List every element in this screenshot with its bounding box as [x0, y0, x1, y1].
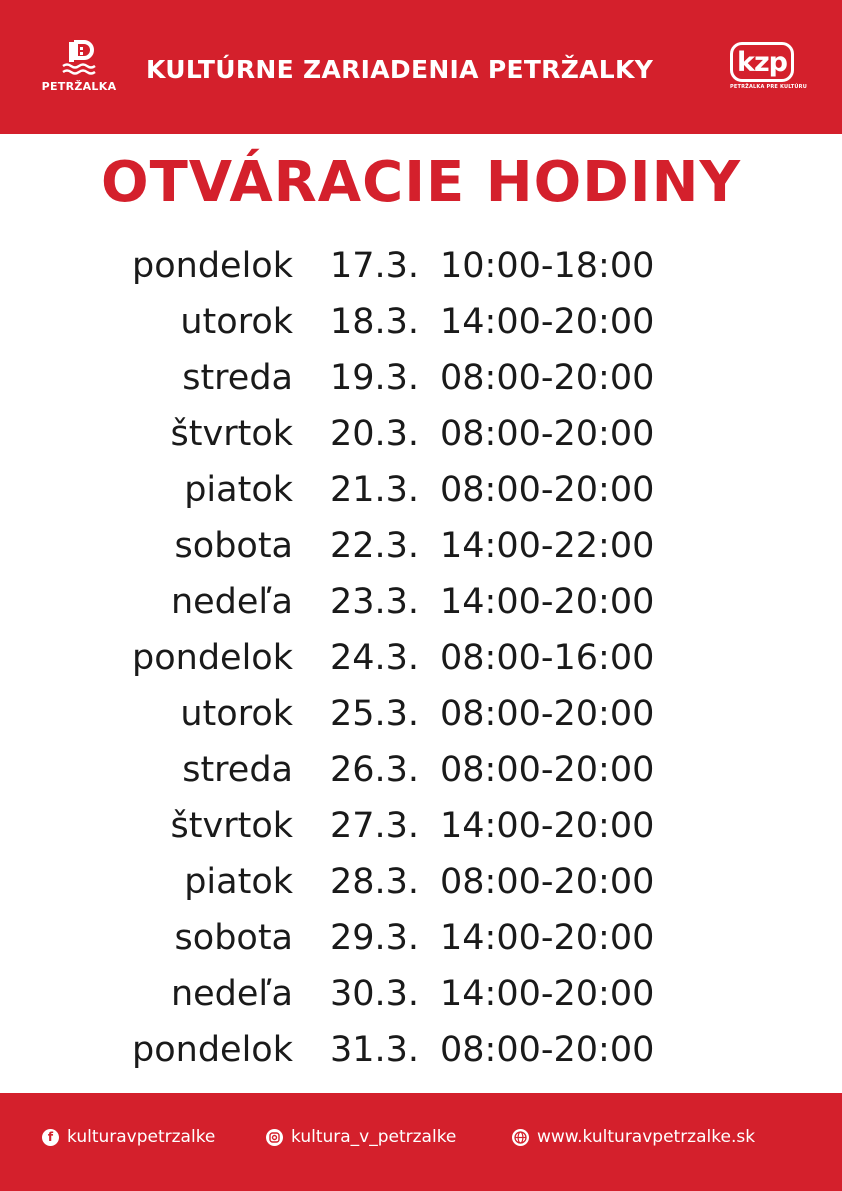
date-label: 24.3.: [330, 638, 420, 678]
page-title: OTVÁRACIE HODINY: [100, 150, 742, 215]
kzp-logo-subtitle: PETRŽALKA PRE KULTÚRU: [730, 84, 807, 90]
hours-label: 14:00-20:00: [440, 582, 655, 622]
day-label: piatok: [184, 470, 293, 510]
schedule-row: [0, 574, 842, 630]
schedule-row: [0, 854, 842, 910]
hours-label: 08:00-16:00: [440, 638, 655, 678]
date-label: 27.3.: [330, 806, 420, 846]
kzp-logo: [730, 42, 807, 102]
instagram-icon: [266, 1129, 283, 1146]
globe-icon: [512, 1129, 529, 1146]
website-label: www.kulturavpetrzalke.sk: [537, 1127, 756, 1147]
date-label: 30.3.: [330, 974, 420, 1014]
schedule-row: [0, 406, 842, 462]
schedule-row: [0, 462, 842, 518]
schedule-row: [0, 350, 842, 406]
instagram-link[interactable]: [266, 1127, 456, 1147]
header-title: KULTÚRNE ZARIADENIA PETRŽALKY: [146, 55, 654, 84]
schedule-row: [0, 630, 842, 686]
hours-label: 10:00-18:00: [440, 246, 655, 286]
day-label: pondelok: [132, 246, 293, 286]
date-label: 23.3.: [330, 582, 420, 622]
day-label: pondelok: [132, 1030, 293, 1070]
petrzalka-logo-text: PETRŽALKA: [41, 80, 117, 93]
schedule-row: [0, 910, 842, 966]
hours-label: 14:00-20:00: [440, 806, 655, 846]
schedule-row: [0, 966, 842, 1022]
hours-label: 08:00-20:00: [440, 862, 655, 902]
website-link[interactable]: [512, 1127, 755, 1147]
petrzalka-logo: [38, 40, 120, 104]
schedule-row: [0, 798, 842, 854]
hours-label: 08:00-20:00: [440, 694, 655, 734]
schedule-row: [0, 294, 842, 350]
day-label: štvrtok: [170, 806, 293, 846]
date-label: 19.3.: [330, 358, 420, 398]
instagram-label: kultura_v_petrzalke: [291, 1127, 457, 1147]
schedule-row: [0, 742, 842, 798]
schedule-row: [0, 1022, 842, 1078]
day-label: sobota: [174, 918, 293, 958]
opening-hours-list: [0, 238, 842, 1078]
facebook-icon: f: [42, 1129, 59, 1146]
date-label: 18.3.: [330, 302, 420, 342]
date-label: 21.3.: [330, 470, 420, 510]
schedule-row: [0, 518, 842, 574]
day-label: streda: [182, 750, 293, 790]
hours-label: 14:00-22:00: [440, 526, 655, 566]
facebook-link[interactable]: [42, 1127, 215, 1147]
footer-bar: [0, 1093, 842, 1191]
hours-label: 08:00-20:00: [440, 470, 655, 510]
date-label: 28.3.: [330, 862, 420, 902]
kzp-logo-mark: kzp: [730, 42, 794, 82]
date-label: 22.3.: [330, 526, 420, 566]
day-label: sobota: [174, 526, 293, 566]
day-label: utorok: [180, 302, 293, 342]
day-label: pondelok: [132, 638, 293, 678]
header-bar: [0, 0, 842, 134]
hours-label: 08:00-20:00: [440, 750, 655, 790]
day-label: nedeľa: [170, 582, 293, 622]
day-label: piatok: [184, 862, 293, 902]
day-label: štvrtok: [170, 414, 293, 454]
facebook-label: kulturavpetrzalke: [67, 1127, 216, 1147]
hours-label: 08:00-20:00: [440, 1030, 655, 1070]
day-label: utorok: [180, 694, 293, 734]
petrzalka-emblem-icon: [61, 40, 97, 78]
date-label: 26.3.: [330, 750, 420, 790]
date-label: 29.3.: [330, 918, 420, 958]
hours-label: 08:00-20:00: [440, 358, 655, 398]
hours-label: 14:00-20:00: [440, 302, 655, 342]
schedule-row: [0, 686, 842, 742]
hours-label: 14:00-20:00: [440, 918, 655, 958]
date-label: 17.3.: [330, 246, 420, 286]
date-label: 31.3.: [330, 1030, 420, 1070]
hours-label: 14:00-20:00: [440, 974, 655, 1014]
date-label: 25.3.: [330, 694, 420, 734]
day-label: nedeľa: [170, 974, 293, 1014]
day-label: streda: [182, 358, 293, 398]
schedule-row: [0, 238, 842, 294]
hours-label: 08:00-20:00: [440, 414, 655, 454]
date-label: 20.3.: [330, 414, 420, 454]
